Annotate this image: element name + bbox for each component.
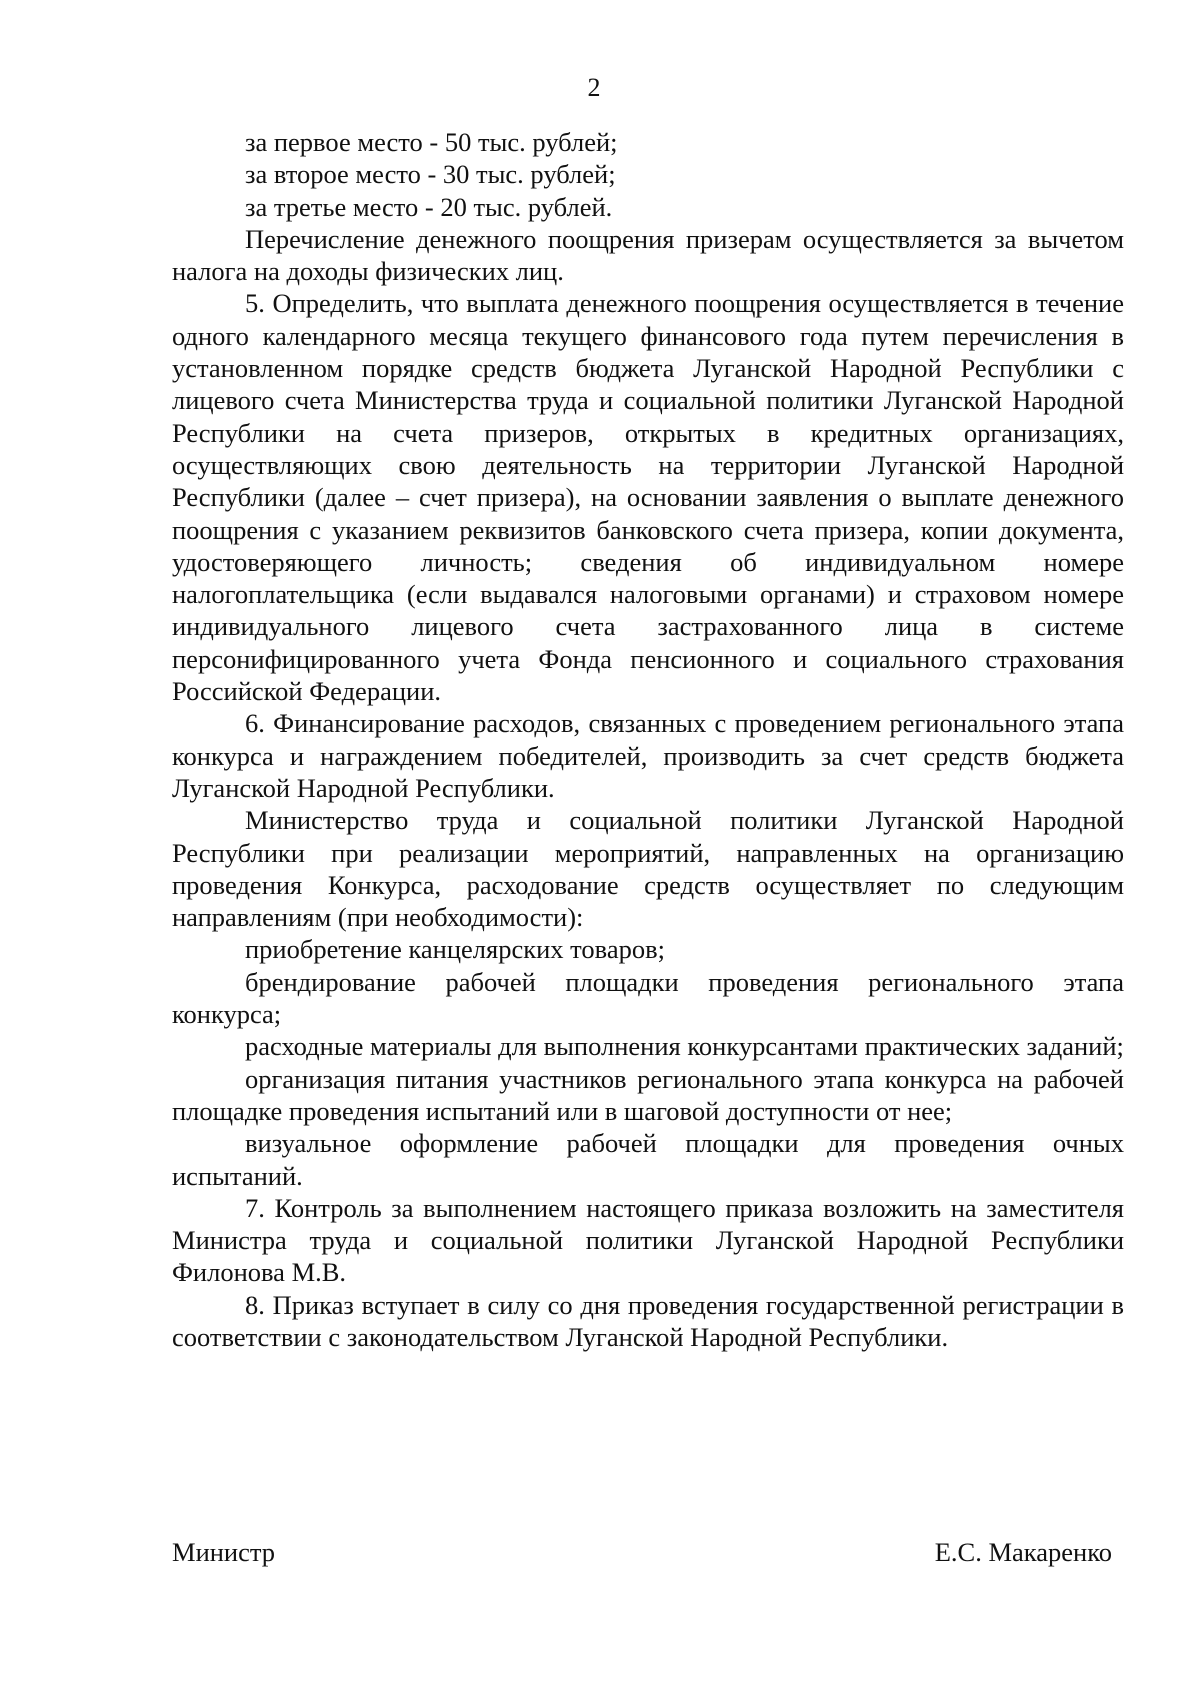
expense-item-materials: расходные материалы для выполнения конкурсантами практических заданий; xyxy=(245,1031,1124,1062)
clause-8-effective-date: 8. Приказ вступает в силу со дня проведения государственной регистрации в соответствии с законодательством Луганской Народной Республики. xyxy=(172,1289,1124,1352)
paragraph-ministry-expenses: Министерство труда и социальной политики Луганской Народной Республики при реализации мероприятий, направленных на организацию проведения Конкурса, расходование средств осуществляет по следующим направлениям (при необходимости): xyxy=(172,805,1124,933)
clause-5-payment: 5. Определить, что выплата денежного поощрения осуществляется в течение одного календарного месяца текущего финансового года путем перечисления в установленном порядке средств бюджета Луганской Народной Республики с лицевого счета Министерства труда и социальной политики Луганской Народной Республики на счета призеров, открытых в кредитных организациях, осуществляющих свою деятельность на территории Луганской Народной Республики (далее – счет призера), на основании заявления о выплате денежного поощрения с указанием реквизитов банковского счета призера, копии документа, удостоверяющего личность; сведения об индивидуальном номере налогоплательщика (если выдавался налоговыми органами) и страховом номере индивидуального лицевого счета застрахованного лица в системе персонифицированного учета Фонда пенсионного и социального страхования Российской Федерации. xyxy=(172,288,1124,707)
signatory-position: Министр xyxy=(172,1537,276,1567)
document-body xyxy=(172,126,1124,1353)
expense-item-branding: брендирование рабочей площадки проведения регионального этапа конкурса; xyxy=(172,966,1124,1030)
prize-first-place: за первое место - 50 тыс. рублей; xyxy=(245,127,618,157)
expense-item-catering: организация питания участников регионального этапа конкурса на рабочей площадке проведения испытаний или в шаговой доступности от нее; xyxy=(172,1063,1124,1126)
paragraph-tax-deduction: Перечисление денежного поощрения призерам осуществляется за вычетом налога на доходы физических лиц. xyxy=(172,223,1124,287)
prize-second-place: за второе место - 30 тыс. рублей; xyxy=(245,159,616,190)
signature-block xyxy=(172,1536,1124,1568)
expense-item-stationery: приобретение канцелярских товаров; xyxy=(245,934,665,965)
signatory-name: Е.С. Макаренко xyxy=(934,1537,1112,1567)
expense-item-visual-design: визуальное оформление рабочей площадки для проведения очных испытаний. xyxy=(172,1128,1124,1191)
clause-7-control: 7. Контроль за выполнением настоящего приказа возложить на заместителя Министра труда и социальной политики Луганской Народной Республики Филонова М.В. xyxy=(172,1192,1124,1288)
page-number: 2 xyxy=(587,73,601,102)
clause-6-financing: 6. Финансирование расходов, связанных с проведением регионального этапа конкурса и награждением победителей, производить за счет средств бюджета Луганской Народной Республики. xyxy=(172,708,1124,803)
prize-third-place: за третье место - 20 тыс. рублей. xyxy=(245,191,613,222)
